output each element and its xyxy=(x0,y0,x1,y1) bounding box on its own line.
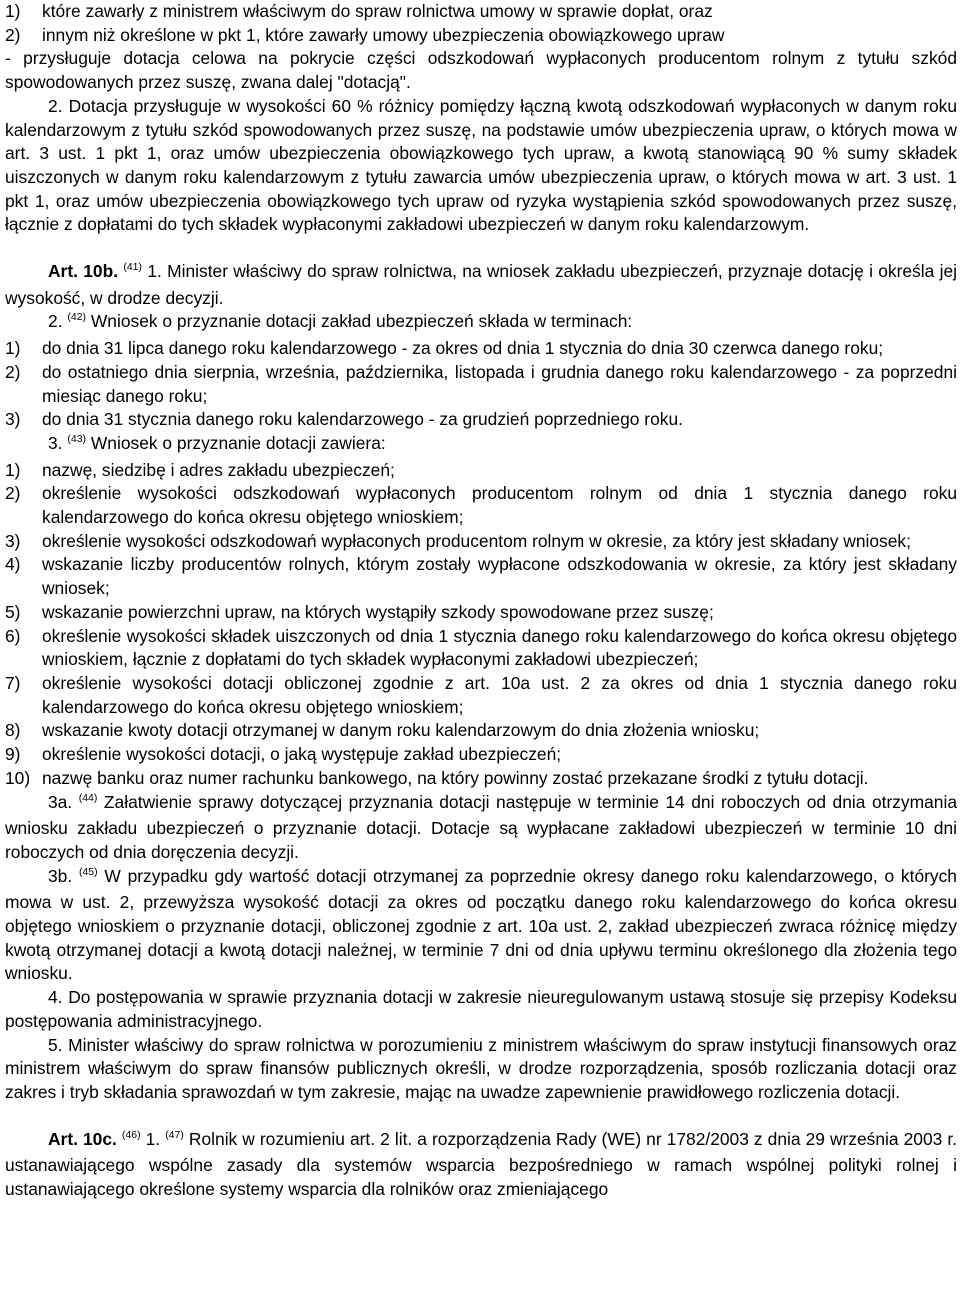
list-item xyxy=(5,767,957,791)
art-10b-paragraph-4: 4. Do postępowania w sprawie przyznania dotacji w zakresie nieuregulowanym ustawą stosuje się przepisy Kodeksu postępowania administracyjnego. xyxy=(5,987,957,1031)
item-number: 8) xyxy=(5,720,21,741)
paragraph-number: 3. xyxy=(48,432,63,453)
article-heading: Art. 10b. xyxy=(48,261,119,282)
footnote-marker: (42) xyxy=(67,311,87,324)
art-10b-paragraph-1 xyxy=(5,260,957,310)
paragraph-text: Wniosek o przyznanie dotacji zakład ubezpieczeń składa w terminach: xyxy=(90,311,633,332)
item-text: określenie wysokości dotacji, o jaką występuje zakład ubezpieczeń; xyxy=(42,744,562,765)
paragraph-number: 3a. xyxy=(48,791,73,812)
list-item xyxy=(5,719,957,743)
footnote-marker: (43) xyxy=(67,432,87,445)
list-item xyxy=(5,553,957,600)
list-item xyxy=(5,625,957,672)
paragraph-2: 2. Dotacja przysługuje w wysokości 60 % różnicy pomiędzy łączną kwotą odszkodowań wypłaconych w danym roku kalendarzowym z tytułu szkód spowodowanych przez suszę, na podstawie umów ubezpieczenia upraw, o których mowa w art. 3 ust. 1 pkt 1, oraz umów ubezpieczenia obowiązkowego tych upraw, a kwotą stanowiącą 90 % sumy składek uiszczonych w danym roku kalendarzowym z tytułu zawarcia umów ubezpieczenia upraw, o których mowa w art. 3 ust. 1 pkt 1, oraz umów ubezpieczenia obowiązkowego tych upraw od ryzyka wystąpienia szkód spowodowanych przez suszę, łącznie z dopłatami do tych składek wypłaconymi zakładowi ubezpieczeń w danym roku kalendarzowym. xyxy=(5,95,957,235)
paragraph-text: 1. Minister właściwy do spraw rolnictwa, na wniosek zakładu ubezpieczeń, przyznaje dotację i określa jej wysokość, w drodze decyzji. xyxy=(5,261,957,308)
paragraph-number: 2. xyxy=(48,311,63,332)
item-number: 2) xyxy=(5,361,21,382)
list-item xyxy=(5,337,957,361)
list-item xyxy=(5,0,957,24)
list-item xyxy=(5,601,957,625)
article-heading: Art. 10c. xyxy=(48,1128,117,1149)
list-item xyxy=(5,482,957,529)
item-number: 1) xyxy=(5,1,21,21)
item-text: nazwę banku oraz numer rachunku bankowego, na który powinny zostać przekazane środki z tytułu dotacji. xyxy=(42,767,869,788)
item-text: określenie wysokości składek uiszczonych od dnia 1 stycznia danego roku kalendarzowego do końca okresu objętego wnioskiem, łącznie z dopłatami do tych składek wypłaconymi zakładowi ubezpieczeń; xyxy=(42,625,957,670)
legal-document xyxy=(5,0,957,1202)
item-text: które zawarły z ministrem właściwym do spraw rolnictwa umowy w sprawie dopłat, oraz xyxy=(42,1,713,21)
item-text: nazwę, siedzibę i adres zakładu ubezpieczeń; xyxy=(42,459,395,480)
list-item xyxy=(5,361,957,408)
item-text: określenie wysokości odszkodowań wypłaconych producentom rolnym od dnia 1 stycznia danego roku kalendarzowego do końca okresu objętego wnioskiem; xyxy=(42,483,957,528)
list-item xyxy=(5,459,957,483)
paragraph-text: Rolnik w rozumieniu art. 2 lit. a rozporządzenia Rady (WE) nr 1782/2003 z dnia 29 września 2003 r. ustanawiającego wspólne zasady dla systemów wsparcia bezpośredniego w ramach wspólnej polityki rolnej i ustanawiającego określone systemy wsparcia dla rolników oraz zmieniającego xyxy=(5,1128,957,1200)
list-item xyxy=(5,530,957,554)
paragraph-text: W przypadku gdy wartość dotacji otrzymanej za poprzednie okresy danego roku kalendarzowego, o których mowa w ust. 2, przewyższa wysokość dotacji za okres od początku danego roku kalendarzowego do końca okresu objętego wnioskiem o przyznanie dotacji, obliczonej zgodnie z art. 10a ust. 2, zakład ubezpieczeń zwraca różnicę między kwotą otrzymanej dotacji a kwotą dotacji należnej, w terminie 7 dni od dnia upływu terminu określonego dla złożenia tego wniosku. xyxy=(5,865,957,984)
item-text: do dnia 31 lipca danego roku kalendarzowego - za okres od dnia 1 stycznia do dnia 30 czerwca danego roku; xyxy=(42,338,884,359)
item-text: innym niż określone w pkt 1, które zawarły umowy ubezpieczenia obowiązkowego upraw xyxy=(42,24,725,45)
item-number: 4) xyxy=(5,554,21,575)
item-number: 1) xyxy=(5,338,21,359)
list-item xyxy=(5,743,957,767)
item-text: wskazanie liczby producentów rolnych, którym zostały wypłacone odszkodowania w okresie, za który jest składany wniosek; xyxy=(42,554,957,599)
item-number: 3) xyxy=(5,409,21,430)
item-text: do ostatniego dnia sierpnia, września, października, listopada i grudnia danego roku kalendarzowego - za poprzedni miesiąc danego roku; xyxy=(42,361,957,406)
item-number: 2) xyxy=(5,483,21,504)
art-10b-paragraph-2 xyxy=(5,310,957,337)
paragraph-number: 1. xyxy=(145,1128,161,1149)
footnote-marker: (46) xyxy=(121,1128,141,1141)
art-10b-paragraph-3 xyxy=(5,432,957,459)
footnote-marker: (47) xyxy=(165,1128,184,1141)
footnote-marker: (45) xyxy=(78,865,98,878)
item-number: 3) xyxy=(5,530,21,551)
list-item xyxy=(5,24,957,48)
art-10b-paragraph-3a xyxy=(5,791,957,865)
paragraph-number: 3b. xyxy=(48,865,73,886)
paragraph-tail: - przysługuje dotacja celowa na pokrycie części odszkodowań wypłaconych producentom rolnym z tytułu szkód spowodowanych przez suszę, zwana dalej "dotacją". xyxy=(5,48,957,93)
item-text: określenie wysokości dotacji obliczonej zgodnie z art. 10a ust. 2 za okres od dnia 1 stycznia danego roku kalendarzowego do końca okresu objętego wnioskiem; xyxy=(42,672,957,717)
item-number: 2) xyxy=(5,24,21,45)
paragraph-text: Wniosek o przyznanie dotacji zawiera: xyxy=(90,432,386,453)
item-number: 6) xyxy=(5,625,21,646)
art-10b-paragraph-3b xyxy=(5,865,957,987)
item-number: 10) xyxy=(5,767,31,788)
footnote-marker: (41) xyxy=(123,261,143,274)
item-number: 5) xyxy=(5,601,21,622)
footnote-marker: (44) xyxy=(78,791,98,804)
art-10b-paragraph-5: 5. Minister właściwy do spraw rolnictwa w porozumieniu z ministrem właściwym do spraw instytucji finansowych oraz ministrem właściwym do spraw finansów publicznych określi, w drodze rozporządzenia, sposób rozliczania dotacji oraz zakres i tryb składania sprawozdań w tym zakresie, mając na uwadze zapewnienie prawidłowego rozliczenia dotacji. xyxy=(5,1034,957,1102)
list-item xyxy=(5,672,957,719)
item-text: wskazanie kwoty dotacji otrzymanej w danym roku kalendarzowym do dnia złożenia wniosku; xyxy=(42,720,760,741)
item-text: do dnia 31 stycznia danego roku kalendarzowego - za grudzień poprzedniego roku. xyxy=(42,409,683,430)
item-number: 7) xyxy=(5,672,21,693)
paragraph-text: Załatwienie sprawy dotyczącej przyznania dotacji następuje w terminie 14 dni roboczych od dnia otrzymania wniosku zakładu ubezpieczeń o przyznanie dotacji. Dotacje są wypłacane zakładowi ubezpieczeń w terminie 10 dni roboczych od dnia doręczenia decyzji. xyxy=(5,791,957,862)
item-text: wskazanie powierzchni upraw, na których wystąpiły szkody spowodowane przez suszę; xyxy=(42,601,714,622)
item-number: 9) xyxy=(5,744,21,765)
list-item xyxy=(5,408,957,432)
item-text: określenie wysokości odszkodowań wypłaconych producentom rolnym w okresie, za który jest składany wniosek; xyxy=(42,530,911,551)
art-10c-paragraph-1 xyxy=(5,1128,957,1202)
item-number: 1) xyxy=(5,459,21,480)
